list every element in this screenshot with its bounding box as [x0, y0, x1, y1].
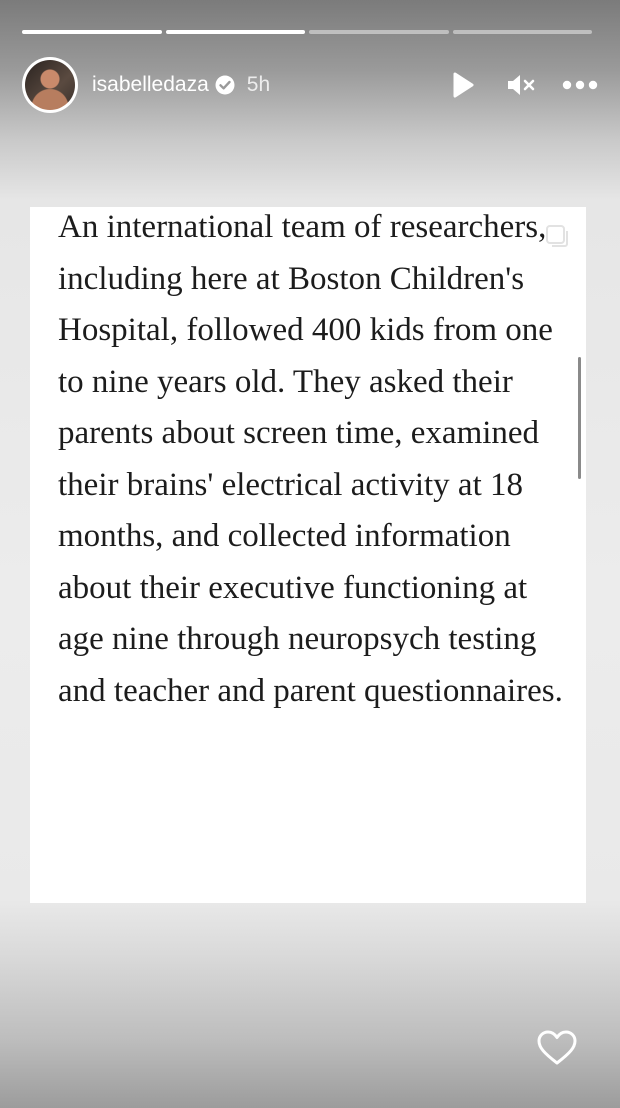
copy-icon — [544, 223, 570, 249]
progress-segment — [166, 30, 306, 34]
mute-icon[interactable] — [506, 72, 536, 98]
username[interactable]: isabelledaza — [92, 73, 209, 96]
post-time: 5h — [246, 73, 271, 96]
like-button[interactable] — [536, 1029, 578, 1072]
progress-segment — [453, 30, 593, 34]
avatar[interactable] — [22, 57, 78, 113]
more-icon[interactable] — [562, 80, 598, 90]
progress-segment — [22, 30, 162, 34]
heart-icon — [536, 1029, 578, 1067]
verified-badge-icon — [215, 75, 235, 95]
scrollbar[interactable] — [578, 357, 581, 479]
story-progress-bar — [22, 30, 592, 34]
progress-segment — [309, 30, 449, 34]
story-header — [22, 56, 598, 114]
article-screenshot — [30, 207, 586, 903]
article-text: An international team of researchers, including here at Boston Children's Hospital, followed 400 kids from one to nine years old. They asked their parents about screen time, examined their brains' electrical activity at 18 months, and collected information about their executive functioning at age nine through neuropsych testing and teacher and parent questionnaires. — [58, 209, 563, 709]
play-icon[interactable] — [450, 71, 476, 99]
